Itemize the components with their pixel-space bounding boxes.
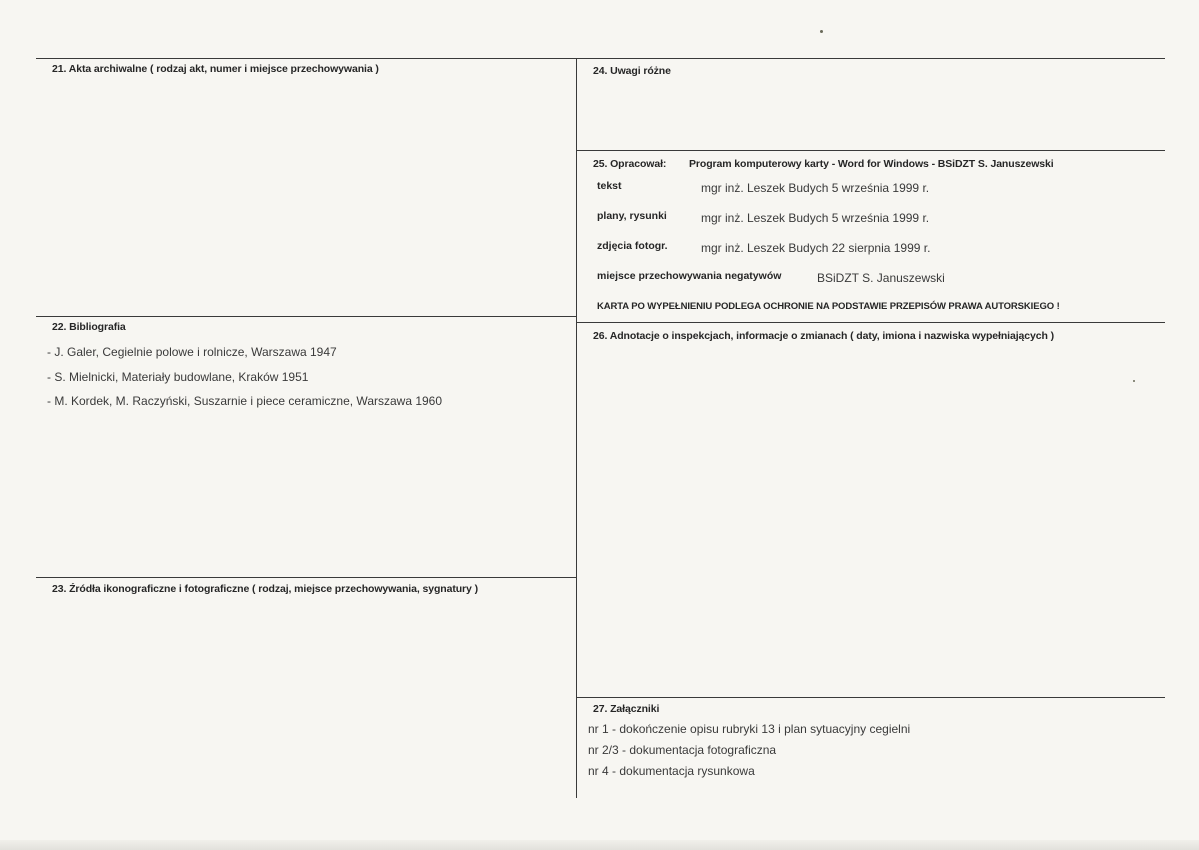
section-27-heading: 27. Załączniki (593, 703, 660, 715)
bibliography-item: - S. Mielnicki, Materiały budowlane, Kraków 1951 (47, 370, 309, 384)
section-26-heading: 26. Adnotacje o inspekcjach, informacje o zmianach ( daty, imiona i nazwiska wypełniających ) (593, 330, 1055, 342)
copyright-note: KARTA PO WYPEŁNIENIU PODLEGA OCHRONIE NA PODSTAWIE PRZEPISÓW PRAWA AUTORSKIEGO ! (597, 301, 1060, 312)
attachment-item: nr 2/3 - dokumentacja fotograficzna (588, 743, 777, 757)
attachment-item: nr 1 - dokończenie opisu rubryki 13 i plan sytuacyjny cegielni (588, 722, 911, 736)
top-rule (36, 58, 1165, 59)
author-row-value: mgr inż. Leszek Budych 5 września 1999 r. (701, 211, 930, 225)
author-row-value: mgr inż. Leszek Budych 22 sierpnia 1999 r. (701, 241, 931, 255)
bibliography-item: - M. Kordek, M. Raczyński, Suszarnie i piece ceramiczne, Warszawa 1960 (47, 394, 443, 408)
paper-speck (820, 30, 823, 33)
section-21-heading: 21. Akta archiwalne ( rodzaj akt, numer i miejsce przechowywania ) (52, 63, 379, 75)
rule-above-section-26 (577, 322, 1165, 323)
section-25-heading: 25. Opracował: (593, 158, 667, 170)
paper-bottom-edge (0, 840, 1199, 850)
paper-speck (1133, 380, 1135, 382)
section-24-heading: 24. Uwagi różne (593, 65, 671, 77)
section-25-program: Program komputerowy karty - Word for Windows - BSiDZT S. Januszewski (689, 158, 1054, 170)
author-row-label: tekst (597, 180, 622, 192)
author-row-value: mgr inż. Leszek Budych 5 września 1999 r. (701, 181, 930, 195)
section-23-heading: 23. Źródła ikonograficzne i fotograficzne ( rodzaj, miejsce przechowywania, sygnatury ) (52, 583, 478, 595)
bibliography-item: - J. Galer, Cegielnie polowe i rolnicze, Warszawa 1947 (47, 345, 337, 359)
author-row-label: plany, rysunki (597, 210, 667, 222)
negatives-location-value: BSiDZT S. Januszewski (817, 271, 945, 285)
author-row-label: zdjęcia fotogr. (597, 240, 668, 252)
rule-above-section-22 (36, 316, 576, 317)
negatives-location-label: miejsce przechowywania negatywów (597, 270, 782, 282)
attachment-item: nr 4 - dokumentacja rysunkowa (588, 764, 755, 778)
rule-above-section-25 (577, 150, 1165, 151)
rule-above-section-27 (577, 697, 1165, 698)
center-divider (576, 58, 577, 798)
section-22-heading: 22. Bibliografia (52, 321, 126, 333)
rule-above-section-23 (36, 577, 576, 578)
